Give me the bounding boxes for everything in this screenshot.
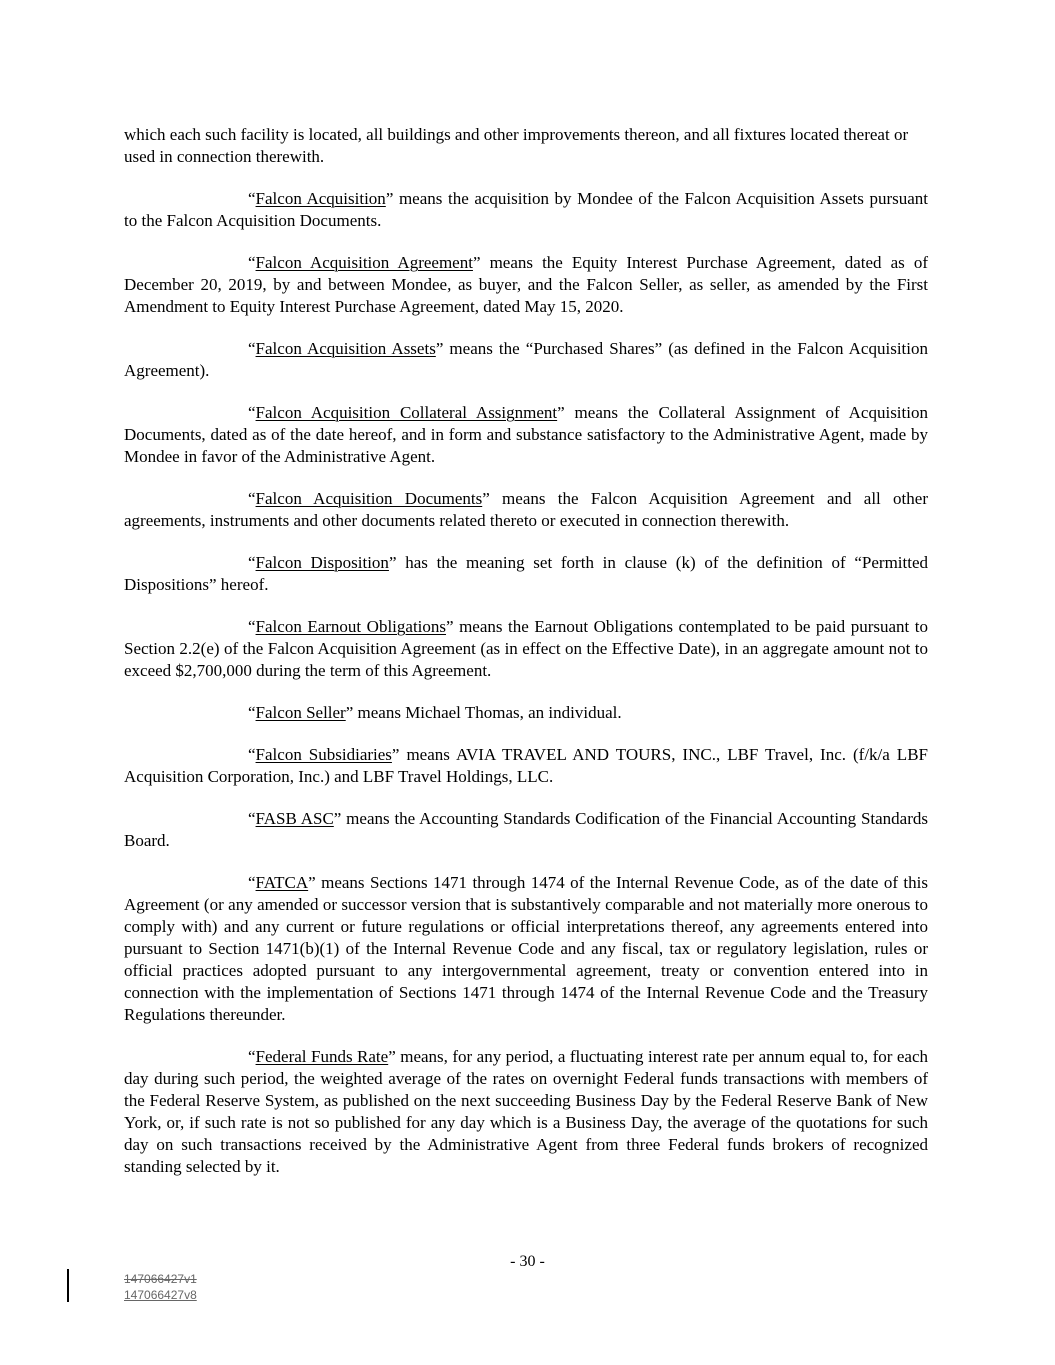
open-quote: “ <box>248 617 256 636</box>
definition-paragraph <box>124 252 928 318</box>
defined-term: Falcon Acquisition Assets <box>255 339 436 358</box>
definition-text: ” means the Accounting Standards Codification of the Financial Accounting Standards Board. <box>124 809 928 850</box>
open-quote: “ <box>248 403 256 422</box>
definition-text: ” means the Earnout Obligations contemplated to be paid pursuant to Section 2.2(e) of the Falcon Acquisition Agreement (as in effect on the Effective Date), in an aggregate amount not to exceed $2,700,000 during the term of this Agreement. <box>124 617 928 680</box>
definition-text: ” means the Falcon Acquisition Agreement and all other agreements, instruments and other documents related thereto or executed in connection therewith. <box>124 489 928 530</box>
open-quote: “ <box>248 489 256 508</box>
definition-text: ” means the “Purchased Shares” (as defined in the Falcon Acquisition Agreement). <box>124 339 928 380</box>
defined-term: Falcon Earnout Obligations <box>255 617 447 636</box>
open-quote: “ <box>248 1047 256 1066</box>
definition-text: ” means the Collateral Assignment of Acquisition Documents, dated as of the date hereof, and in form and substance satisfactory to the Administrative Agent, made by Mondee in favor of the Administrative Agent. <box>124 403 928 466</box>
document-id-deleted: 147066427v1 <box>124 1272 197 1286</box>
defined-term: FATCA <box>255 873 309 892</box>
revision-change-bar <box>67 1269 69 1302</box>
defined-term: Falcon Subsidiaries <box>255 745 392 764</box>
open-quote: “ <box>248 809 256 828</box>
definition-paragraph <box>124 872 928 1026</box>
defined-term: Falcon Disposition <box>255 553 389 572</box>
open-quote: “ <box>248 189 256 208</box>
open-quote: “ <box>248 553 256 572</box>
open-quote: “ <box>248 703 256 722</box>
definition-text: ” means the Equity Interest Purchase Agreement, dated as of December 20, 2019, by and between Mondee, as buyer, and the Falcon Seller, as seller, as amended by the First Amendment to Equity Interest Purchase Agreement, dated May 15, 2020. <box>124 253 929 316</box>
document-id-inserted: 147066427v8 <box>124 1288 197 1302</box>
definition-paragraph <box>124 552 928 596</box>
definition-paragraph <box>124 744 928 788</box>
defined-term: FASB ASC <box>255 809 334 828</box>
definition-text: ” means Sections 1471 through 1474 of the Internal Revenue Code, as of the date of this Agreement (or any amended or successor version that is substantively comparable and not materially more onerous to comply with) and any current or future regulations or official interpretations thereof, any agreements entered into pursuant to Section 1471(b)(1) of the Internal Revenue Code and any fiscal, tax or regulatory legislation, rules or official practices adopted pursuant to any intergovernmental agreement, treaty or convention entered into in connection with the implementation of Sections 1471 through 1474 of the Internal Revenue Code and the Treasury Regulations thereunder. <box>124 873 928 1024</box>
definition-text: ” means, for any period, a fluctuating interest rate per annum equal to, for each day during such period, the weighted average of the rates on overnight Federal funds transactions with members of the Federal Reserve System, as published on the next succeeding Business Day by the Federal Reserve Bank of New York, or, if such rate is not so published for any day which is a Business Day, the average of the quotations for such day on such transactions received by the Administrative Agent from three Federal funds brokers of recognized standing selected by it. <box>124 1047 929 1176</box>
definition-text: ” has the meaning set forth in clause (k) of the definition of “Permitted Dispositions” hereof. <box>124 553 929 594</box>
open-quote: “ <box>248 873 256 892</box>
open-quote: “ <box>248 745 256 764</box>
defined-term: Falcon Acquisition Agreement <box>255 253 473 272</box>
defined-term: Falcon Acquisition <box>255 189 386 208</box>
definition-paragraph <box>124 808 928 852</box>
continuation-paragraph: which each such facility is located, all buildings and other improvements thereon, and all fixtures located thereat or used in connection therewith. <box>124 125 909 166</box>
open-quote: “ <box>248 339 256 358</box>
definition-text: ” means AVIA TRAVEL AND TOURS, INC., LBF Travel, Inc. (f/k/a LBF Acquisition Corporation, Inc.) and LBF Travel Holdings, LLC. <box>124 745 928 786</box>
open-quote: “ <box>248 253 256 272</box>
defined-term: Falcon Seller <box>255 703 346 722</box>
definition-paragraph <box>124 338 928 382</box>
definition-text: ” means the acquisition by Mondee of the Falcon Acquisition Assets pursuant to the Falcon Acquisition Documents. <box>124 189 928 230</box>
definition-paragraph <box>124 616 928 682</box>
defined-term: Falcon Acquisition Collateral Assignment <box>255 403 558 422</box>
defined-term: Federal Funds Rate <box>255 1047 389 1066</box>
definition-paragraph <box>124 188 928 232</box>
definition-paragraph <box>124 402 928 468</box>
definition-paragraph <box>124 702 928 724</box>
definition-paragraph <box>124 488 928 532</box>
definition-paragraph <box>124 1046 928 1178</box>
document-body <box>124 124 928 1198</box>
defined-term: Falcon Acquisition Documents <box>255 489 483 508</box>
page-number: - 30 - <box>510 1253 545 1270</box>
definition-text: ” means Michael Thomas, an individual. <box>345 703 622 722</box>
